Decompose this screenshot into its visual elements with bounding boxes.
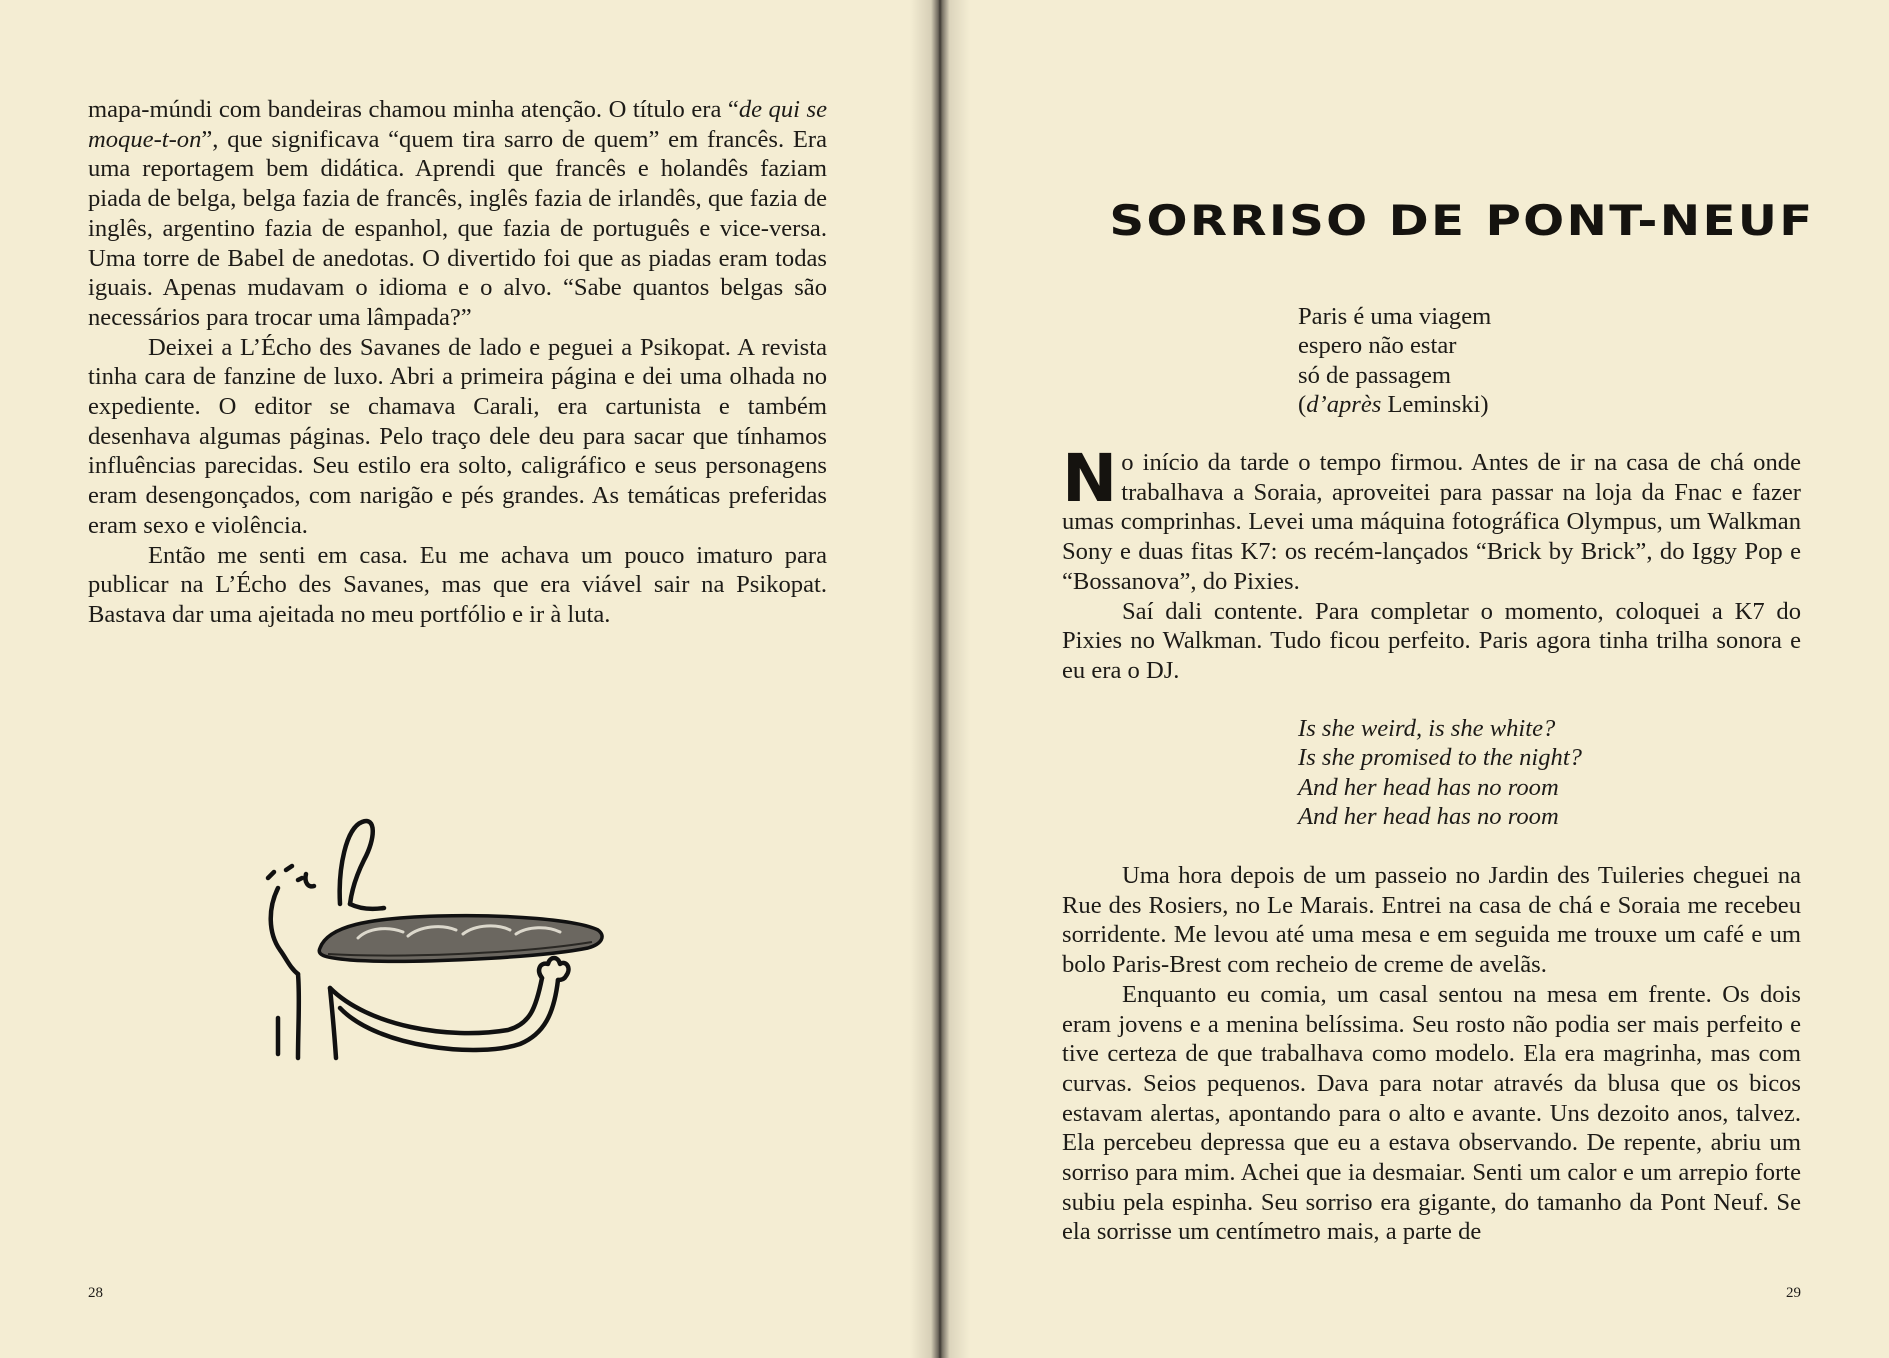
left-paragraph-3: Então me senti em casa. Eu me achava um pouco imaturo para publicar na L’Écho des Savanes, mas que era viável sair na Psikopat. Bastava dar uma ajeitada no meu portfólio e ir à luta. bbox=[88, 541, 827, 628]
right-paragraph-3: Uma hora depois de um passeio no Jardin des Tuileries cheguei na Rue des Rosiers, no Le Marais. Entrei na casa de chá e Soraia me recebeu sorridente. Me levou até uma mesa e em seguida me trouxe um café e um bolo Paris-Brest com recheio de creme de avelãs. bbox=[1062, 862, 1801, 979]
lyric-line: Is she promised to the night? bbox=[1298, 744, 1582, 772]
left-paragraph-1 bbox=[88, 95, 827, 333]
drop-cap: N bbox=[1062, 440, 1118, 517]
epigraph-attribution bbox=[1298, 390, 1491, 419]
book-gutter-shadow bbox=[910, 0, 970, 1358]
lyric-line: And her head has no room bbox=[1298, 802, 1559, 830]
baguette-drawing bbox=[319, 916, 602, 962]
right-page-text-top bbox=[1062, 440, 1801, 686]
epigraph-line: Paris é uma viagem bbox=[1298, 303, 1492, 330]
left-page-text bbox=[88, 95, 827, 630]
left-paragraph-1-part-1: mapa-múndi com bandeiras chamou minha atenção. O título era “ bbox=[88, 96, 739, 123]
attribution-rest: Leminski) bbox=[1381, 390, 1489, 418]
epigraph-line: espero não estar bbox=[1298, 332, 1457, 360]
lyric-line: And her head has no room bbox=[1298, 773, 1559, 801]
cartoon-character-holding-baguette bbox=[258, 808, 668, 1068]
chapter-title: SORRISO DE PONT-NEUF bbox=[1109, 196, 1815, 246]
right-paragraph-4: Enquanto eu comia, um casal sentou na mesa em frente. Os dois eram jovens e a menina belíssima. Seu rosto não podia ser mais perfeito e tive certeza de que trabalhava como modelo. Ela era magrinha, mas com curvas. Seios pequenos. Dava para notar através da blusa que os bicos estavam alertas, apontando para o alto e avante. Uns dezoito anos, talvez. Ela percebeu depressa que eu a estava observando. De repente, abriu um sorriso para mim. Achei que ia desmaiar. Senti um calor e um arrepio forte subiu pela espinha. Seu sorriso era gigante, do tamanho da Pont Neuf. Se ela sorrisse um centímetro mais, a parte de bbox=[1062, 980, 1801, 1246]
song-lyrics bbox=[1298, 714, 1582, 831]
page-number-right: 29 bbox=[1786, 1285, 1801, 1301]
right-paragraph-2: Saí dali contente. Para completar o momento, coloquei a K7 do Pixies no Walkman. Tudo ficou perfeito. Paris agora tinha trilha sonora e eu era o DJ. bbox=[1062, 597, 1801, 684]
left-paragraph-1-part-2: ”, que significava “quem tira sarro de quem” em francês. Era uma reportagem bem didática. Aprendi que francês e holandês faziam piada de belga, belga fazia de francês, inglês fazia de irlandês, que fazia de inglês, argentino fazia de espanhol, que fazia de português e vice-versa. Uma torre de Babel de anedotas. O divertido foi que as piadas eram todas iguais. Apenas mudavam o idioma e o alvo. “Sabe quantos belgas são necessários para trocar uma lâmpada?” bbox=[88, 125, 827, 331]
left-page bbox=[0, 0, 936, 1358]
right-paragraph-1 bbox=[1062, 440, 1801, 597]
epigraph bbox=[1298, 302, 1491, 419]
right-page-text-bottom bbox=[1062, 861, 1801, 1247]
lyric-line: Is she weird, is she white? bbox=[1298, 715, 1556, 742]
attribution-open: ( bbox=[1298, 390, 1307, 418]
left-paragraph-2: Deixei a L’Écho des Savanes de lado e peguei a Psikopat. A revista tinha cara de fanzine de luxo. Abri a primeira página e dei uma olhada no expediente. O editor se chamava Carali, era cartunista e também desenhava algumas páginas. Pelo traço dele deu para sacar que tínhamos influências parecidas. Seu estilo era solto, caligráfico e seus personagens eram desengonçados, com narigão e pés grandes. As temáticas preferidas eram sexo e violência. bbox=[88, 333, 827, 539]
attribution-italic: d’après bbox=[1306, 390, 1382, 418]
page-number-left: 28 bbox=[88, 1285, 103, 1301]
epigraph-line: só de passagem bbox=[1298, 361, 1451, 389]
left-paragraph-1-italic: de qui se moque-t-on bbox=[88, 96, 827, 153]
right-paragraph-1-text: o início da tarde o tempo firmou. Antes de ir na casa de chá onde trabalhava a Soraia, aproveitei para passar na loja da Fnac e fazer umas comprinhas. Levei uma máquina fotográfica Olympus, um Walkman Sony e duas fitas K7: os recém-lançados “Brick by Brick”, do Iggy Pop e “Bossanova”, do Pixies. bbox=[1062, 449, 1801, 595]
